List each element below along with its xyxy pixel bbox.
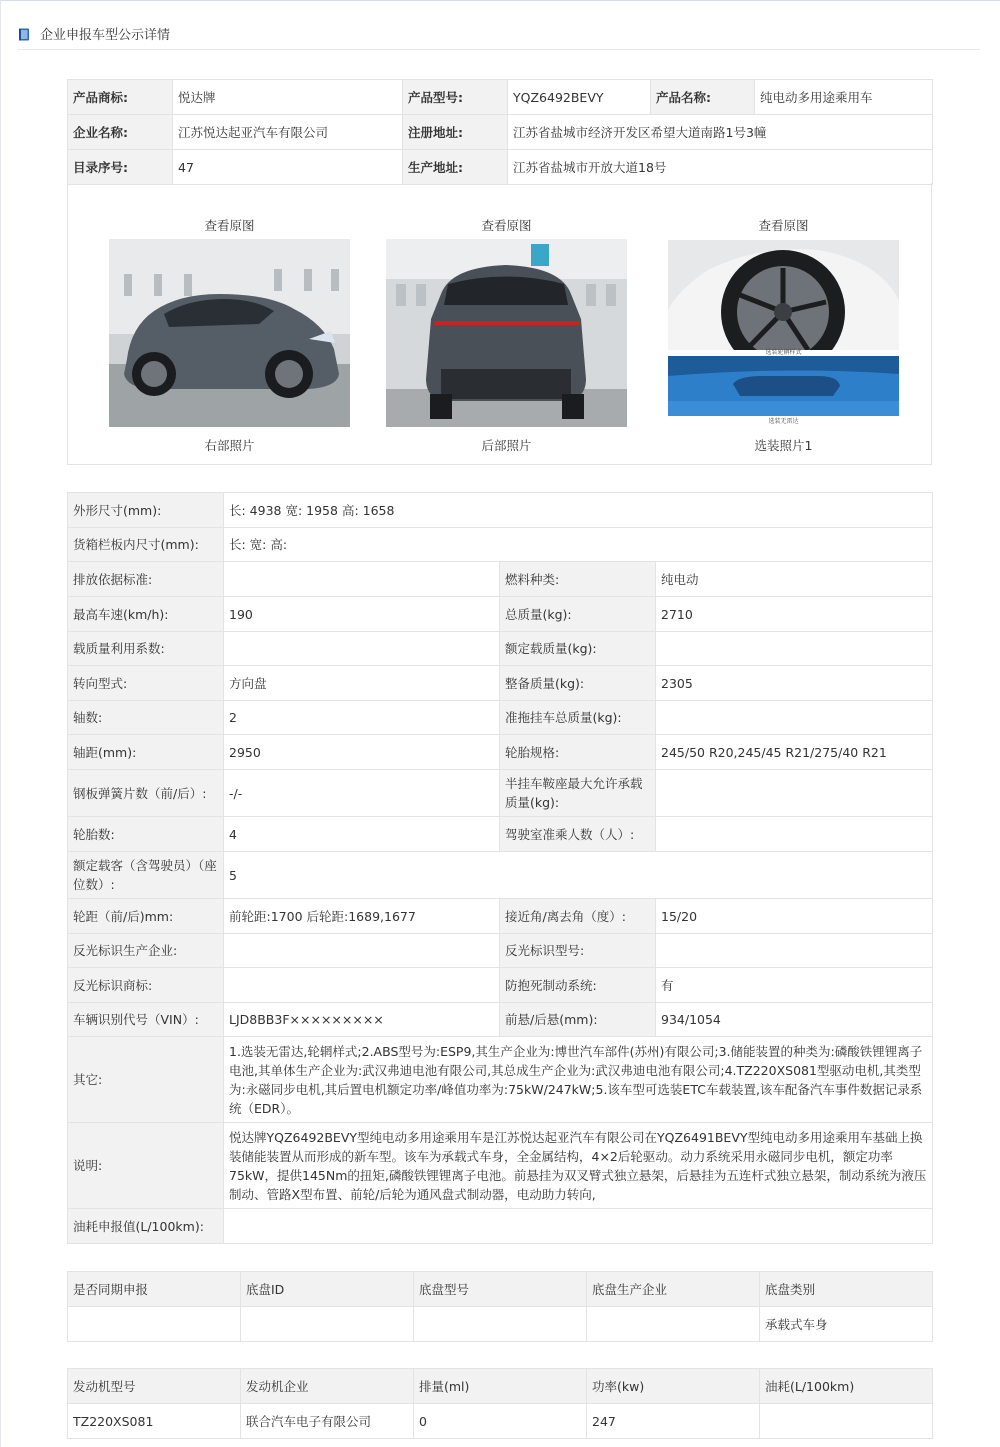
rated-load-label: 额定载质量(kg): [500, 632, 656, 666]
abs-value: 有 [656, 968, 933, 1003]
spring-value: -/- [224, 770, 500, 817]
reg-address-value: 江苏省盐城市经济开发区希望大道南路1号3幢 [508, 115, 933, 150]
photo-caption: 后部照片 [481, 438, 532, 453]
cab-seats-value [656, 817, 933, 852]
product-name-label: 产品名称: [651, 80, 755, 115]
reflector-brand-value [224, 968, 500, 1003]
brand-label: 产品商标: [68, 80, 173, 115]
view-original-link[interactable]: 查看原图 [481, 218, 532, 233]
engine-header: 发动机企业 [241, 1369, 414, 1404]
chassis-header: 底盘型号 [414, 1272, 587, 1307]
fuel-type-label: 燃料种类: [500, 562, 656, 597]
reflector-brand-label: 反光标识商标: [68, 968, 224, 1003]
engine-cell: 联合汽车电子有限公司 [241, 1404, 414, 1439]
engine-table [67, 1368, 933, 1439]
spring-label: 钢板弹簧片数（前/后）: [68, 770, 224, 817]
view-original-link[interactable]: 查看原图 [204, 218, 255, 233]
chassis-table [67, 1271, 933, 1342]
engine-cell: TZ220XS081 [68, 1404, 241, 1439]
curb-mass-value: 2305 [656, 666, 933, 701]
tire-spec-label: 轮胎规格: [500, 735, 656, 770]
angle-label: 接近角/离去角（度）: [500, 899, 656, 934]
photo-option [663, 183, 904, 465]
trailer-mass-value [656, 701, 933, 735]
track-value: 前轮距:1700 后轮距:1689,1677 [224, 899, 500, 934]
other-label: 其它: [68, 1037, 224, 1123]
engine-cell: 247 [587, 1404, 760, 1439]
chassis-header: 底盘类别 [760, 1272, 933, 1307]
seats-label: 额定载客（含驾驶员）（座位数）: [68, 852, 224, 899]
cab-seats-label: 驾驶室准乘人数（人）: [500, 817, 656, 852]
abs-label: 防抱死制动系统: [500, 968, 656, 1003]
engine-cell: 0 [414, 1404, 587, 1439]
chassis-cell [414, 1307, 587, 1342]
axles-label: 轴数: [68, 701, 224, 735]
semi-trailer-label: 半挂车鞍座最大允许承载质量(kg): [500, 770, 656, 817]
rated-load-value [656, 632, 933, 666]
total-mass-label: 总质量(kg): [500, 597, 656, 632]
photo-caption: 右部照片 [204, 438, 255, 453]
load-util-value [224, 632, 500, 666]
chassis-cell [587, 1307, 760, 1342]
vin-value: LJD8BB3F××××××××× [224, 1003, 500, 1037]
wheelbase-value: 2950 [224, 735, 500, 770]
no-radar-photo[interactable] [668, 356, 899, 416]
tires-label: 轮胎数: [68, 817, 224, 852]
engine-header: 排量(ml) [414, 1369, 587, 1404]
company-value: 江苏悦达起亚汽车有限公司 [173, 115, 403, 150]
chassis-cell: 承载式车身 [760, 1307, 933, 1342]
dims-label: 外形尺寸(mm): [68, 493, 224, 528]
max-speed-value: 190 [224, 597, 500, 632]
overhang-label: 前悬/后悬(mm): [500, 1003, 656, 1037]
load-util-label: 载质量利用系数: [68, 632, 224, 666]
rear-photo[interactable] [386, 239, 627, 427]
reg-address-label: 注册地址: [403, 115, 508, 150]
photo-rear [386, 183, 627, 465]
total-mass-value: 2710 [656, 597, 933, 632]
tires-value: 4 [224, 817, 500, 852]
cargo-value: 长: 宽: 高: [224, 528, 933, 562]
engine-header: 功率(kw) [587, 1369, 760, 1404]
prod-address-label: 生产地址: [403, 150, 508, 185]
curb-mass-label: 整备质量(kg): [500, 666, 656, 701]
trailer-mass-label: 准拖挂车总质量(kg): [500, 701, 656, 735]
option-caption-bottom: 选装无雷达 [768, 418, 799, 425]
catalog-value: 47 [173, 150, 403, 185]
company-label: 企业名称: [68, 115, 173, 150]
model-value: YQZ6492BEVY [508, 80, 651, 115]
prod-address-value: 江苏省盐城市开放大道18号 [508, 150, 933, 185]
right-side-photo[interactable] [109, 239, 350, 427]
fuel-type-value: 纯电动 [656, 562, 933, 597]
fuel-consumption-value [224, 1209, 933, 1244]
wheel-photo[interactable] [668, 240, 899, 350]
reflector-maker-value [224, 934, 500, 968]
steering-label: 转向型式: [68, 666, 224, 701]
product-name-value: 纯电动多用途乘用车 [755, 80, 933, 115]
chassis-cell [241, 1307, 414, 1342]
overhang-value: 934/1054 [656, 1003, 933, 1037]
brand-value: 悦达牌 [173, 80, 403, 115]
chassis-header: 底盘ID [241, 1272, 414, 1307]
seats-value: 5 [224, 852, 933, 899]
emission-label: 排放依据标准: [68, 562, 224, 597]
option-caption-top: 选装轮辋样式 [765, 349, 802, 356]
reflector-model-value [656, 934, 933, 968]
max-speed-label: 最高车速(km/h): [68, 597, 224, 632]
semi-trailer-value [656, 770, 933, 817]
reflector-maker-label: 反光标识生产企业: [68, 934, 224, 968]
catalog-label: 目录序号: [68, 150, 173, 185]
page-header [18, 22, 980, 50]
track-label: 轮距（前/后)mm: [68, 899, 224, 934]
view-original-link[interactable]: 查看原图 [758, 218, 809, 233]
photo-panel [67, 183, 932, 465]
engine-header: 发动机型号 [68, 1369, 241, 1404]
axles-value: 2 [224, 701, 500, 735]
page-title: 企业申报车型公示详情 [40, 28, 171, 43]
engine-header: 油耗(L/100km) [760, 1369, 933, 1404]
book-icon [18, 28, 30, 41]
dims-value: 长: 4938 宽: 1958 高: 1658 [224, 493, 933, 528]
description-label: 说明: [68, 1123, 224, 1209]
cargo-label: 货箱栏板内尺寸(mm): [68, 528, 224, 562]
chassis-header: 是否同期申报 [68, 1272, 241, 1307]
reflector-model-label: 反光标识型号: [500, 934, 656, 968]
basic-info-table [67, 79, 933, 185]
other-value: 1.选装无雷达,轮辋样式;2.ABS型号为:ESP9,其生产企业为:博世汽车部件(苏州)有限公司;3.储能装置的种类为:磷酸铁锂锂离子电池,其单体生产企业为:武汉弗迪电池有限公司,其总成生产企业为:武汉弗迪电池有限公司;4.TZ220XS081型驱动电机,其类型为:永磁同步电机,其后置电机额定功率/峰值功率为:75kW/247kW;5.该车型可选装ETC车载装置,该车配备汽车事件数据记录系统（EDR）。 [224, 1037, 933, 1123]
photo-right [109, 183, 350, 465]
engine-cell [760, 1404, 933, 1439]
emission-value [224, 562, 500, 597]
wheelbase-label: 轴距(mm): [68, 735, 224, 770]
chassis-cell [68, 1307, 241, 1342]
photo-caption: 选装照片1 [754, 438, 813, 453]
model-label: 产品型号: [403, 80, 508, 115]
chassis-header: 底盘生产企业 [587, 1272, 760, 1307]
description-value: 悦达牌YQZ6492BEVY型纯电动多用途乘用车是江苏悦达起亚汽车有限公司在YQZ6491BEVY型纯电动多用途乘用车基础上换装储能装置从而形成的新车型。该车为承载式车身，全金属结构，4×2后轮驱动。动力系统采用永磁同步电机，额定功率75kW，提供145Nm的扭矩,磷酸铁锂锂离子电池。前悬挂为双叉臂式独立悬架，后悬挂为五连杆式独立悬架，制动系统为液压制动、管路X型布置、前轮/后轮为通风盘式制动器，电动助力转向, [224, 1123, 933, 1209]
spec-table [67, 492, 933, 1244]
fuel-consumption-label: 油耗申报值(L/100km): [68, 1209, 224, 1244]
tire-spec-value: 245/50 R20,245/45 R21/275/40 R21 [656, 735, 933, 770]
angle-value: 15/20 [656, 899, 933, 934]
steering-value: 方向盘 [224, 666, 500, 701]
vin-label: 车辆识别代号（VIN）: [68, 1003, 224, 1037]
